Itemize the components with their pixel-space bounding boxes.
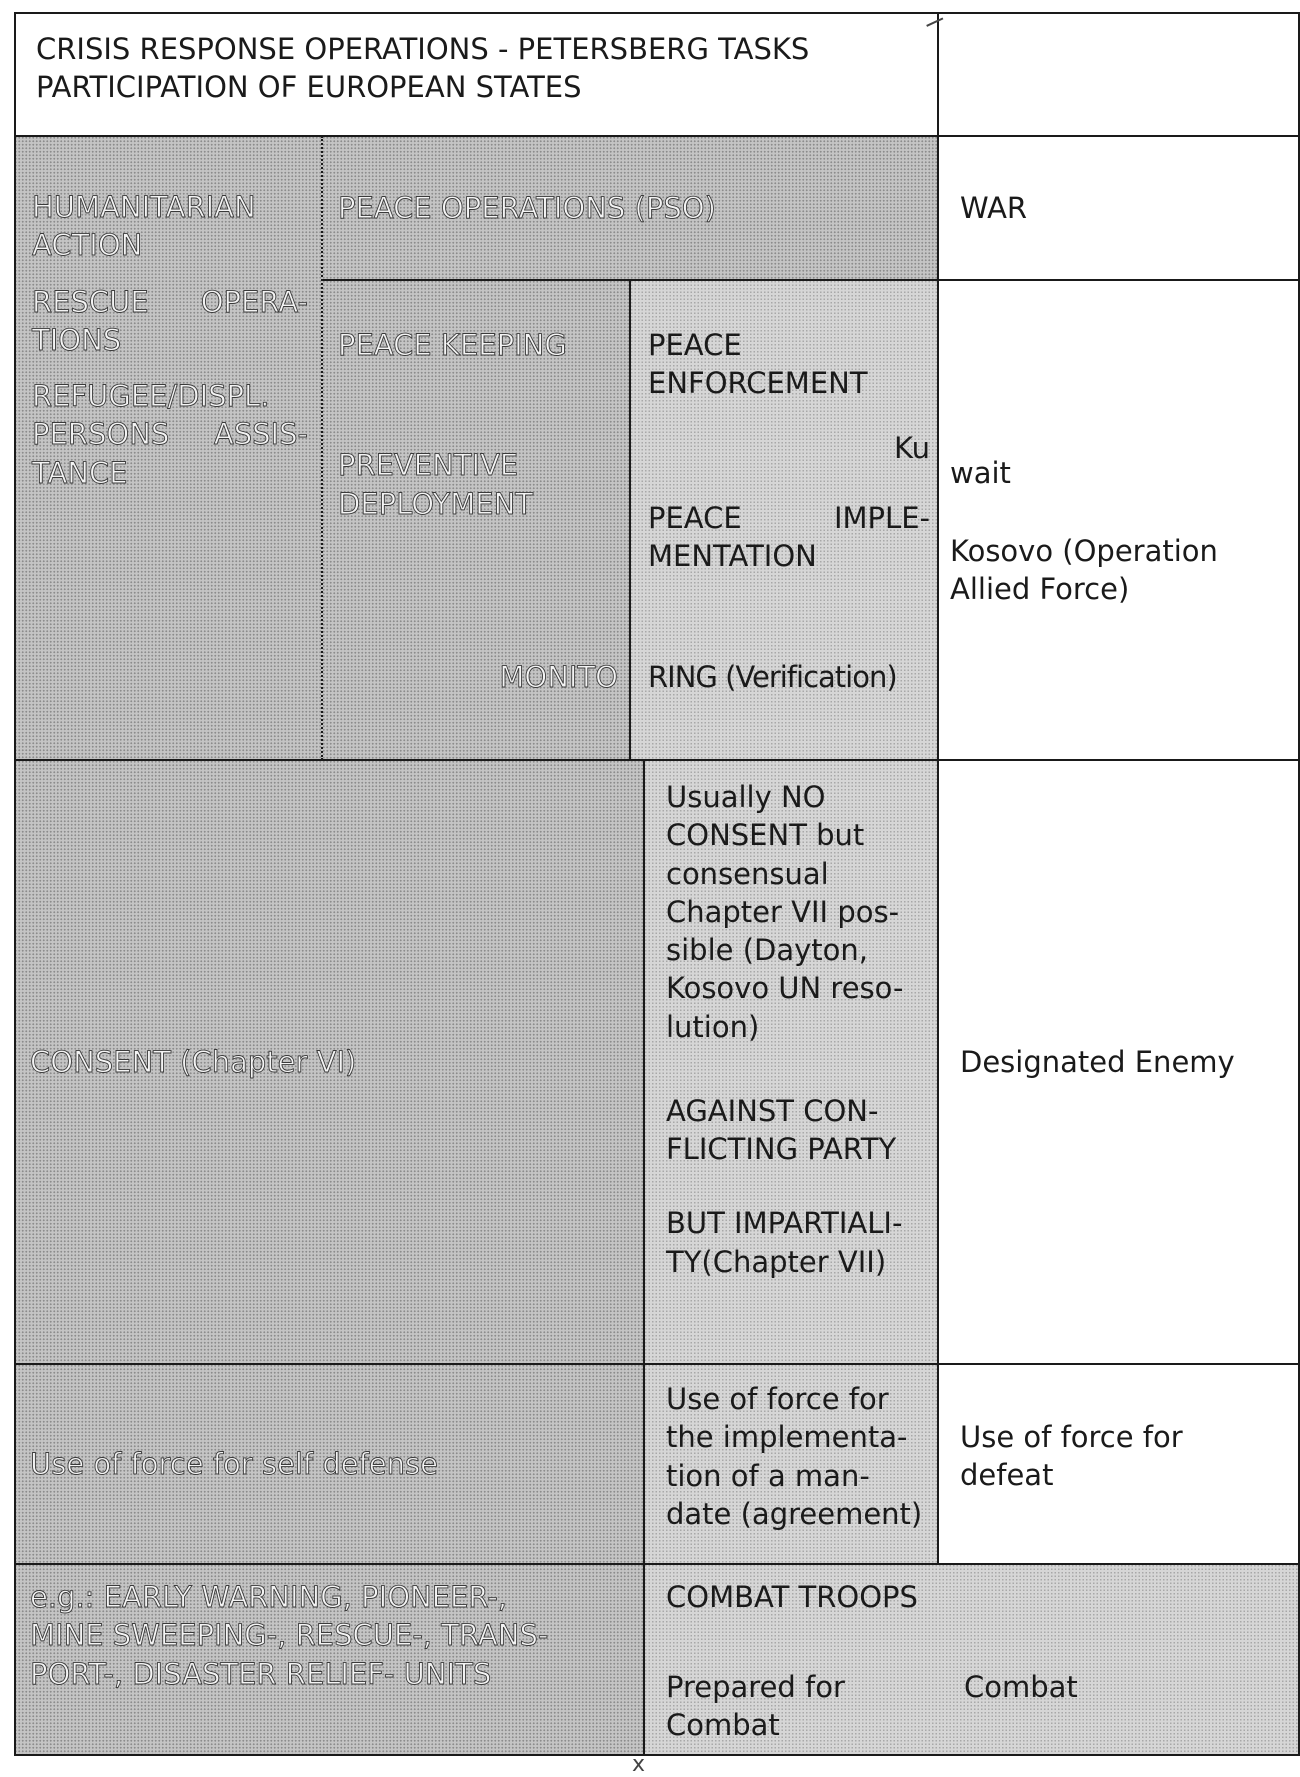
row-line-units xyxy=(14,1563,1300,1565)
kosovo-line-1: Kosovo (Operation xyxy=(950,534,1218,568)
consent-middle-line-1: Usually NO xyxy=(666,780,826,814)
consent-middle-line-2: CONSENT but xyxy=(666,818,865,853)
humanitarian-action-column xyxy=(14,136,322,760)
row-line-sub-header xyxy=(322,279,1300,281)
row-line-consent xyxy=(14,759,1300,761)
force-left-cell xyxy=(14,1364,644,1564)
peace-keeping-label: PEACE KEEPING xyxy=(338,328,567,362)
consent-middle-line-3: consensual xyxy=(666,856,829,891)
monitoring-left-part: MONITO xyxy=(499,660,618,694)
rescue-line-2: TIONS xyxy=(32,322,122,357)
combat-troops-label: COMBAT TROOPS xyxy=(666,1580,918,1614)
units-right-cell xyxy=(644,1564,1300,1756)
consent-middle-line-9: FLICTING PARTY xyxy=(666,1132,897,1167)
consent-middle-cell xyxy=(644,760,938,1364)
crisis-response-table xyxy=(14,12,1300,1756)
peace-enforcement-line-1: PEACE xyxy=(648,328,742,362)
border-left xyxy=(14,12,16,1756)
prepared-line-1: Prepared for xyxy=(666,1670,845,1704)
combat-label: Combat xyxy=(964,1670,1078,1704)
consent-middle-line-7: lution) xyxy=(666,1009,760,1044)
col-line-war xyxy=(937,12,939,1564)
units-left-cell xyxy=(14,1564,644,1756)
preventive-line-2: DEPLOYMENT xyxy=(338,486,533,521)
force-right-line-1: Use of force for xyxy=(960,1420,1183,1454)
force-middle-line-4: date (agreement) xyxy=(666,1496,923,1531)
implementation-line-2: MENTATION xyxy=(648,539,817,574)
peace-enforcement-column xyxy=(630,280,938,760)
table-title xyxy=(14,12,938,136)
consent-chapter-vi: CONSENT (Chapter VI) xyxy=(30,1044,357,1079)
title-line-1: CRISIS RESPONSE OPERATIONS - PETERSBERG TASKS xyxy=(36,32,810,66)
title-blank-cell xyxy=(938,12,1300,136)
humanitarian-title-line-1: HUMANITARIAN xyxy=(32,190,256,224)
peace-operations-title: PEACE OPERATIONS (PSO) xyxy=(338,190,716,225)
implementation-line-1: PEACE IMPLE- xyxy=(648,500,930,535)
consent-middle-line-6: Kosovo UN reso- xyxy=(666,971,904,1006)
col-line-middle xyxy=(643,760,645,1756)
force-middle-line-1: Use of force for xyxy=(666,1382,889,1416)
force-middle-line-2: the implementa- xyxy=(666,1420,908,1455)
consent-middle-line-11: TY(Chapter VII) xyxy=(666,1244,887,1279)
force-middle-cell xyxy=(644,1364,938,1564)
kosovo-line-2: Allied Force) xyxy=(950,572,1130,606)
force-self-defense: Use of force for self defense xyxy=(30,1446,438,1481)
units-line-1: e.g.: EARLY WARNING, PIONEER-, xyxy=(30,1580,508,1614)
rescue-line-1: RESCUE OPERA- xyxy=(32,284,308,319)
consent-middle-line-5: sible (Dayton, xyxy=(666,933,868,968)
col-line-peace-split xyxy=(629,280,631,760)
refugee-line-2: PERSONS ASSIS- xyxy=(32,417,308,452)
kuwait-left-part: Ku xyxy=(894,430,930,465)
title-line-2: PARTICIPATION OF EUROPEAN STATES xyxy=(36,70,582,105)
designated-enemy: Designated Enemy xyxy=(960,1044,1235,1079)
consent-left-cell xyxy=(14,760,644,1364)
preventive-line-1: PREVENTIVE xyxy=(338,448,519,483)
kuwait-right-part: wait xyxy=(950,456,1011,490)
peace-operations-title-cell xyxy=(322,136,938,280)
consent-middle-line-10: BUT IMPARTIALI- xyxy=(666,1206,903,1241)
humanitarian-title-line-2: ACTION xyxy=(32,228,143,263)
force-right-cell xyxy=(938,1364,1300,1564)
row-line-force xyxy=(14,1363,1300,1365)
border-bottom xyxy=(14,1754,1300,1756)
consent-middle-line-8: AGAINST CON- xyxy=(666,1093,879,1128)
units-line-3: PORT-, DISASTER RELIEF- UNITS xyxy=(30,1656,492,1691)
monitoring-right-part: RING (Verification) xyxy=(648,660,897,694)
refugee-line-3: TANCE xyxy=(32,455,128,490)
units-line-2: MINE SWEEPING-, RESCUE-, TRANS- xyxy=(30,1618,549,1653)
border-top xyxy=(14,12,1300,14)
war-title: WAR xyxy=(960,190,1028,225)
col-line-humanitarian xyxy=(321,136,323,760)
force-right-line-2: defeat xyxy=(960,1458,1054,1493)
peace-enforcement-line-2: ENFORCEMENT xyxy=(648,366,868,401)
force-middle-line-3: tion of a man- xyxy=(666,1458,870,1493)
war-title-cell xyxy=(938,136,1300,280)
prepared-line-2: Combat xyxy=(666,1708,780,1742)
footer-mark: x xyxy=(632,1752,646,1777)
consent-middle-line-4: Chapter VII pos- xyxy=(666,894,900,929)
consent-right-cell xyxy=(938,760,1300,1364)
war-examples-column xyxy=(938,280,1300,760)
row-line-header xyxy=(14,135,1300,137)
peace-keeping-column xyxy=(322,280,630,760)
refugee-line-1: REFUGEE/DISPL. xyxy=(32,379,270,414)
